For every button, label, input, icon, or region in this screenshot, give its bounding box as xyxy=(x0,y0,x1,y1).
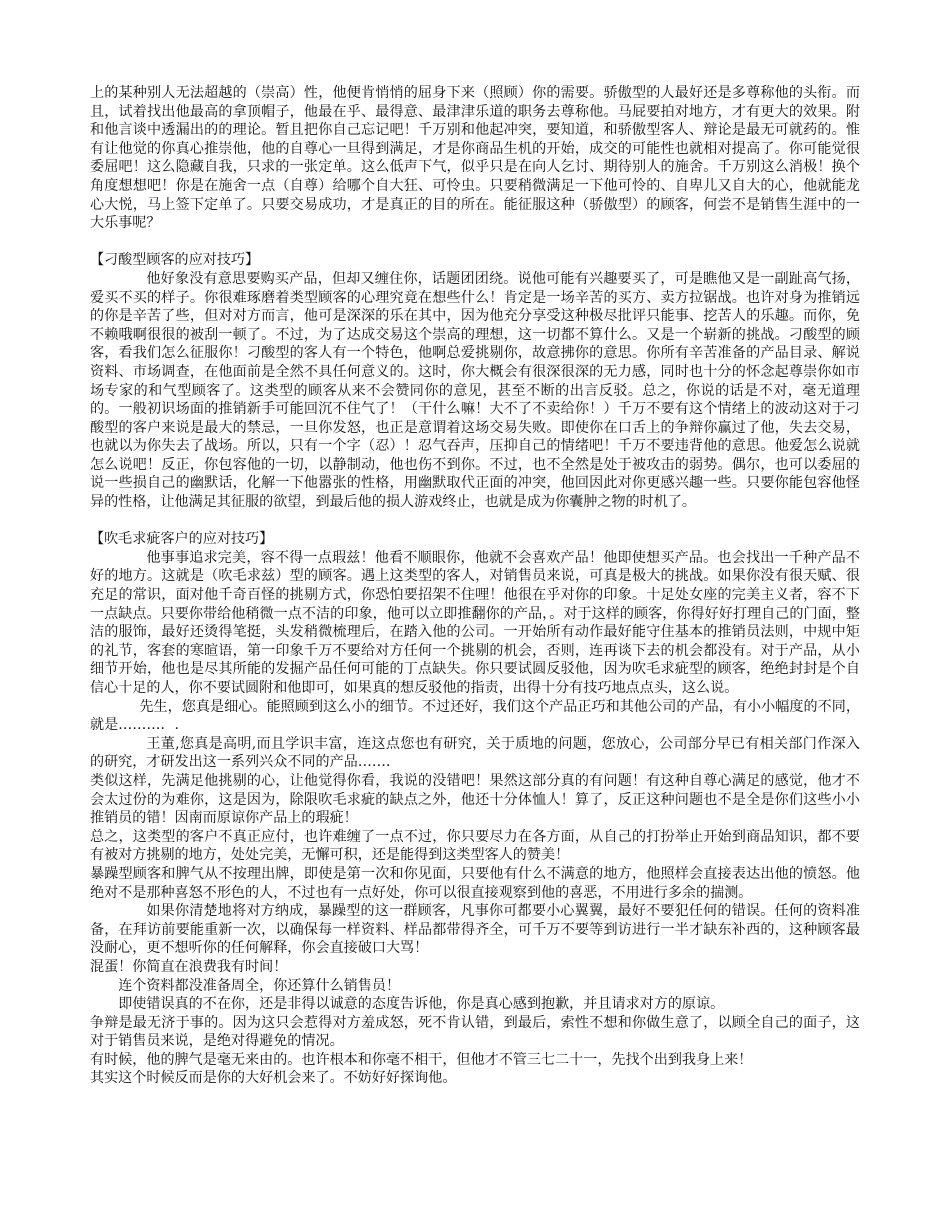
body-paragraph: 总之，这类型的客户不真正应付，也许难缠了一点不过，你只要尽力在各方面，从自己的打扮举止开始到商品知识，都不要有被对方挑剔的地方，处处完美，无懈可积，还是能得到这类型客人的赞美！ xyxy=(90,828,860,864)
section-heading: 【刁酸型顾客的应对技巧】 xyxy=(90,252,260,269)
spacer xyxy=(90,512,860,531)
intro-paragraph: 上的某种别人无法超越的（崇高）性，他便肯悄悄的屈身下来（照顾）你的需要。骄傲型的人最好还是多尊称他的头衔。而且，试着找出他最高的拿顶帽子，他最在乎、最得意、最津津乐道的职务去尊称他。马屁要拍对地方，才有更大的效果。附和他言谈中透漏出的的理论。暂且把你自己忘记吧！千万别和他起冲突，要知道，和骄傲型客人、辩论是最无可就药的。惟有让他觉的你真心推崇他，他的自尊心一旦得到满足，才是你商品生机的开始，成交的可能性也就相对提高了。你可能觉很委屈吧！这么隐藏自我，只求的一张定单。这么低声下气，似乎只是在向人乞讨、期待别人的施舍。千万别这么消极！换个角度想想吧！你是在施舍一点（自尊）给哪个自大狂、可怜虫。只要稍微满足一下他可怜的、自卑儿又自大的心，他就能龙心大悦，马上签下定单了。只要交易成功，才是真正的目的所在。能征服这种（骄傲型）的顾客，何尝不是销售生涯中的一大乐事呢？ xyxy=(90,85,860,232)
body-paragraph: 他事事追求完美，容不得一点瑕兹！他看不顺眼你，他就不会喜欢产品！他即使想买产品。也会找出一千种产品不好的地方。这就是（吹毛求兹）型的顾客。遇上这类型的客人，对销售员来说，可真是极大的挑战。如果你没有很天赋、很充足的常识，面对他千奇百怪的挑剔方式，你恐怕要招架不住哩！他很在乎对你的印象。十足处女座的完美主义者，容不下一点缺点。只要你带给他稍微一点不洁的印象，他可以立即推翻你的产品，。对于这样的顾客，你得好好打理自己的门面，整洁的服饰，最好还烫得笔挺，头发稍微梳理后，在踏入他的公司。一开始所有动作最好能守住基本的推销员法则，中规中矩的礼节，客套的寒暄语，第一印象千万不要给对方任何一个挑剔的机会，否则，连再谈下去的机会都没有。对于产品，从小细节开始，他也是尽其所能的发掘产品任何可能的丁点缺失。你只要试圆反驳他，因为吹毛求疵型的顾客，绝绝封封是个自信心十足的人，你不要试圆附和他即可，如果真的想反驳他的指责，出得十分有技巧地点点头，这么说。 xyxy=(90,549,860,696)
body-paragraph: 争辩是最无济于事的。因为这只会惹得对方羞成怒，死不肯认错，到最后，索性不想和你做生意了，以顾全自己的面子，这对于销售员来说，是绝对得避免的情况。 xyxy=(90,1014,860,1050)
dialogue-line: 连个资料都没准备周全，你还算什么销售员！ xyxy=(118,977,401,994)
document-page xyxy=(90,84,860,1088)
body-paragraph: 即使错误真的不在你，还是非得以诚意的态度告诉他，你是真心感到抱歉，并且请求对方的原谅。 xyxy=(118,996,725,1013)
body-paragraph: 类似这样，先满足他挑剔的心，让他觉得你看，我说的没错吧！果然这部分真的有问题！有这种自尊心满足的感觉，他才不会太过份的为难你，这是因为，除限吹毛求疵的缺点之外，他还十分体恤人！算了，反正这种问题也不是全是你们这些小小推销员的错！因南而原谅你产品上的瑕疵！ xyxy=(90,772,860,827)
body-paragraph: 如果你清楚地将对方纳成，暴躁型的这一群顾客，凡事你可都要小心翼翼，最好不要犯任何的错误。任何的资料准备，在拜访前要能重新一次，以确保每一样资料、样品都带得齐全，可千万不要等到访进行一半才缺东补西的，这种顾客最没耐心，更不想听你的任何解释，你会直接破口大骂！ xyxy=(90,903,860,957)
body-paragraph: 其实这个时候反而是你的大好机会来了。不妨好好探询他。 xyxy=(90,1070,457,1087)
section-heading: 【吹毛求疵客户的应对技巧】 xyxy=(90,531,274,548)
body-paragraph: 暴躁型顾客和脾气从不按理出牌，即使是第一次和你见面，只要他有什么不满意的地方，他照样会直接表达出他的愤怒。他绝对不是那种喜怒不形色的人，不过也有一点好处，你可以很直接观察到他的喜恶，不用进行多余的揣测。 xyxy=(90,865,860,901)
body-paragraph: 有时候，他的脾气是毫无来由的。也许根本和你毫不相干，但他才不管三七二十一，先找个出到我身上来！ xyxy=(90,1051,753,1068)
spacer xyxy=(90,233,860,252)
dialogue-paragraph: 王董,您真是高明,而且学识丰富，连这点您也有研究，关于质地的问题，您放心，公司部分早已有相关部门作深入的研究，才研发出这一系列兴众不同的产品……． xyxy=(90,735,860,771)
dialogue-paragraph: 先生，您真是细心。能照顾到这么小的细节。不过还好，我们这个产品正巧和其他公司的产品，有小小幅度的不同，就是………．. xyxy=(90,698,860,734)
dialogue-line: 混蛋！你简直在浪费我有时间！ xyxy=(90,958,288,975)
section-body: 他好象没有意思要购买产品，但却又缠住你，话题团团绕。说他可能有兴趣要买了，可是瞧他又是一副趾高气扬，爱买不买的样子。你很难琢磨着类型顾客的心理究竟在想些什么！肯定是一场辛苦的买方、卖方拉锯战。也许对身为推销远的你是辛苦了些，但对对方而言，他可是深深的乐在其中，因为他充分享受这种极尽批评只能事、挖苦人的乐趣。而你，免不赖哦啊很很的被刮一顿了。不过，为了达成交易这个崇高的理想，这一切都不算什么。又是一个崭新的挑战。刁酸型的顾客，看我们怎么征服你！刁酸型的客人有一个特色，他啊总爱挑剔你，故意拂你的意思。你所有辛苦准备的产品目录、解说资料、市场调查，在他面前是全然不具任何意义的。这时，你大概会有很深很深的无力感，同时也十分的怀念起尊崇你如市场专家的和气型顾客了。这类型的顾客从来不会赞同你的意见，甚至不断的出言反驳。总之，你说的话是不对，毫无道理的。一般初识场面的推销新手可能回沉不住气了！（干什么嘛！大不了不卖给你！）千万不要有这个情绪上的波动这对于刁酸型的客户来说是最大的禁忌，一旦你发怒，也正是意谓着这场交易失败。即使你在口舌上的争辩你赢过了他，失去交易，也就以为你失去了战场。所以，只有一个字（忍）！忍气吞声，压抑自己的情绪吧！千万不要违背他的意思。他爱怎么说就怎么说吧！反正，你包容他的一切，以静制动，他也伤不到你。不过，也不全然是处于被攻击的弱势。偶尔，也可以委屈的说一些损自己的幽默话，化解一下他嚣张的性格，用幽默取代正面的冲突，他回因此对你更感兴趣一些。只要你能包容他怪异的性格，让他满足其征服的欲望，到最后他的损人游戏终止，也就是成为你囊肿之物的时机了。 xyxy=(90,270,860,511)
